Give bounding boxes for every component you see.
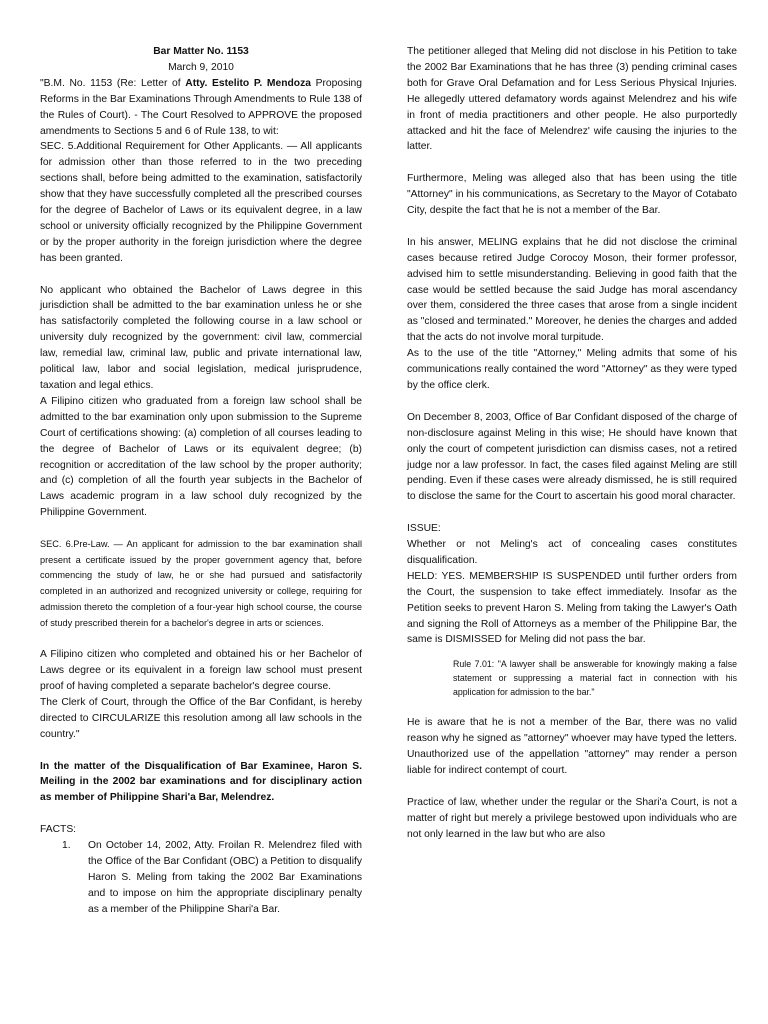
petitioner-paragraph: The petitioner alleged that Meling did not disclose in his Petition to take the 2002 Bar Examinations that he has three (3) pending criminal cases both for Grave Oral Defamation and for Less Serious Physical Injuries. He allegedly uttered defamatory words against Melendrez and his wife in front of media practitioners and other people. He also purportedly attacked and hit the face of Melendrez' wife causing the injuries to the latter. bbox=[407, 46, 737, 153]
clerk-paragraph: The Clerk of Court, through the Office of the Bar Confidant, is hereby directed to CIRCULARIZE this resolution among all law schools in the country." bbox=[40, 696, 362, 740]
fact-1-number: 1. bbox=[62, 840, 71, 852]
answer-paragraph: In his answer, MELING explains that he did not disclose the criminal cases because retired Judge Corocoy Moson, their former professor, advised him to settle misunderstanding. Believing in good faith that the case would be settled because the said Judge has moral ascendancy over them, considered the three cases that arose from a single incident as "closed and terminated." Moreover, he denies the charges and added that the acts do not involve moral turpitude. bbox=[407, 236, 737, 344]
issue-text: Whether or not Meling's act of concealing cases constitutes disqualification. bbox=[407, 539, 737, 566]
issue-label: ISSUE: bbox=[407, 523, 441, 535]
document-title: Bar Matter No. 1153 bbox=[153, 46, 249, 57]
matter-heading: In the matter of the Disqualification of Bar Examinee, Haron S. Meiling in the 2002 bar examinations and for disciplinary action as member of Philippine Shari'a Bar, Melendrez. bbox=[40, 760, 362, 804]
intro-pre: "B.M. No. 1153 (Re: Letter of bbox=[40, 77, 186, 89]
attorney-use-paragraph: As to the use of the title "Attorney," Meling admits that some of his communications really contained the word "Attorney" as they were typed by the office clerk. bbox=[407, 348, 737, 391]
awareness-paragraph: He is aware that he is not a member of the Bar, there was no valid reason why he signed as "attorney" whoever may have typed the letters. Unauthorized use of the appellation "attorney" may render a person liable for indirect contempt of court. bbox=[407, 717, 737, 776]
filipino-completed-paragraph: A Filipino citizen who completed and obtained his or her Bachelor of Laws degree or its equivalent in a foreign law school must present proof of having completed a separate bachelor's degree course. bbox=[40, 649, 362, 692]
facts-label: FACTS: bbox=[40, 824, 77, 836]
attorney-title-paragraph: Furthermore, Meling was alleged also that has been using the title "Attorney" in his communications, as Secretary to the Mayor of Cotabato City, despite the fact that he is not a member of the Bar. bbox=[407, 173, 737, 217]
section-6-paragraph: SEC. 6.Pre-Law. — An applicant for admission to the bar examination shall present a certificate issued by the proper government agency that, before commencing the study of law, he or she had pursued and satisfactorily completed in an authorized and recognized university or college, requiring for admission thereto the completion of a four-year high school course, the course of study prescribed therein for a bachelor's degree in arts or sciences. bbox=[40, 539, 362, 628]
list-item bbox=[62, 838, 362, 918]
right-column bbox=[407, 44, 737, 843]
held-paragraph: HELD: YES. MEMBERSHIP IS SUSPENDED until further orders from the Court, the suspension to take effect immediately. Insofar as the Petition seeks to prevent Haron S. Meling from taking the Lawyer's Oath and signing the Roll of Attorneys as a member of the Philippine Bar, the same is DISMISSED for Meling did not pass the bar. bbox=[407, 570, 737, 646]
intro-post: Proposing Reforms in the Bar Examinations Through Amendments to Rule 138 of the Rules of Court). - The Court Resolved to APPROVE the proposed amendments to Sections 5 and 6 of Rule 138, to wit: bbox=[40, 77, 363, 137]
rule-quote: Rule 7.01: "A lawyer shall be answerable for knowingly making a false statement or suppressing a material fact in connection with his application for admission to the bar." bbox=[453, 659, 737, 698]
bar-confidant-paragraph: On December 8, 2003, Office of Bar Confidant disposed of the charge of non-disclosure against Meling in this wise; He should have known that only the court of competent jurisdiction can dismiss cases, not a retired judge nor a law professor. In fact, the cases filed against Meling are still pending. Even if these cases were already dismissed, he is still required to disclose the same for the Court to ascertain his good moral character. bbox=[407, 411, 737, 503]
left-column bbox=[40, 44, 362, 918]
practice-of-law-paragraph: Practice of law, whether under the regular or the Shari'a Court, is not a matter of right but merely a privilege bestowed upon individuals who are not only learned in the law but who are also bbox=[407, 796, 737, 840]
no-applicant-paragraph: No applicant who obtained the Bachelor of Laws degree in this jurisdiction shall be admitted to the bar examination unless he or she has satisfactorily completed the following course in a law school or university duly recognized by the government: civil law, commercial law, remedial law, criminal law, public and private international law, political law, labor and social legislation, medical jurisprudence, taxation and legal ethics. bbox=[40, 284, 362, 392]
intro-name: Atty. Estelito P. Mendoza bbox=[185, 77, 311, 89]
section-5-paragraph: SEC. 5.Additional Requirement for Other Applicants. — All applicants for admission other than those referred to in the two preceding sections shall, before being admitted to the examination, satisfactorily show that they have successfully completed all the prescribed courses for the degree of Bachelor of Laws or its equivalent degree, in a law school or university officially recognized by the Philippine Government or by the proper authority in the foreign jurisdiction where the degree has been granted. bbox=[40, 141, 362, 264]
filipino-foreign-paragraph: A Filipino citizen who graduated from a foreign law school shall be admitted to the bar examination only upon submission to the Supreme Court of certifications showing: (a) completion of all courses leading to the degree of Bachelor of Laws or its equivalent degree; (b) recognition or accreditation of the law school by the proper authority; and (c) completion of all the fourth year subjects in the Bachelor of Laws academic program in a law school duly recognized by the Philippine Government. bbox=[40, 395, 362, 519]
intro-paragraph bbox=[40, 76, 362, 140]
document-date: March 9, 2010 bbox=[168, 61, 234, 73]
fact-1-text: On October 14, 2002, Atty. Froilan R. Melendrez filed with the Office of the Bar Confidant (OBC) a Petition to disqualify Haron S. Meling from taking the 2002 Bar Examinations and to impose on him the appropriate disciplinary penalty as a member of the Philippine Shari'a Bar. bbox=[88, 840, 362, 915]
